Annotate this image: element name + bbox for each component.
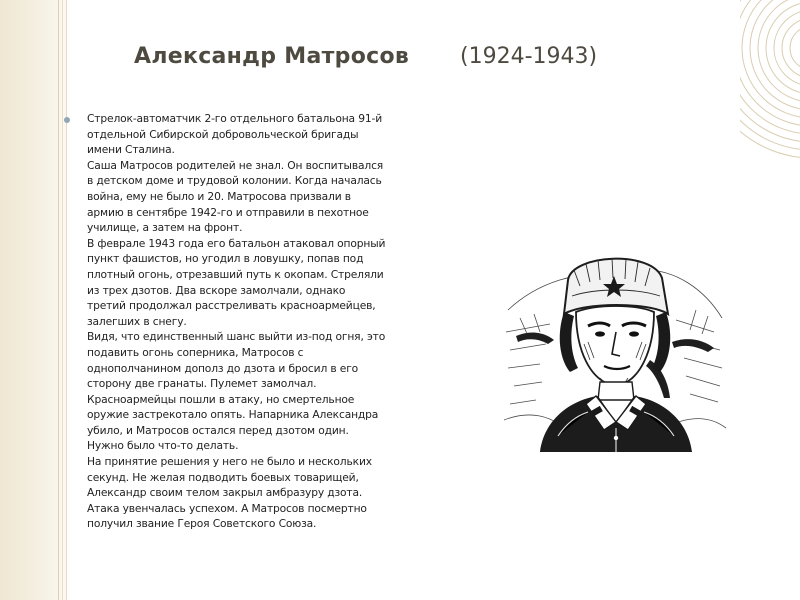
biography-paragraph: В феврале 1943 года его батальон атаковал опорный пункт фашистов, но угодил в ловушку, попав под плотный огонь, отрезавший путь к окопам. Стреляли из трех дзотов. Два вскоре замолчали, однако третий продолжал расстреливать красноармейцев, залегших в снегу. <box>87 236 386 328</box>
left-band-line <box>58 0 59 600</box>
round-bullet-icon <box>64 117 70 123</box>
slide-title-years: (1924-1943) <box>460 44 598 69</box>
biography-paragraph: Саша Матросов родителей не знал. Он воспитывался в детском доме и трудовой колонии. Когда началась война, ему не было и 20. Матросова призвали в армию в сентябре 1942-го и отправили в пехотное училище, а затем на фронт. <box>87 158 384 235</box>
left-decorative-band <box>0 0 67 600</box>
biography-paragraph: Стрелок-автоматчик 2-го отдельного батальона 91-й отдельной Сибирской добровольческой бригады имени Сталина. <box>87 112 383 157</box>
corner-ornament-icon <box>740 0 800 170</box>
biography-text <box>87 111 387 532</box>
biography-paragraph: На принятие решения у него не было и нескольких секунд. Не желая подводить боевых товарищей, Александр своим телом закрыл амбразуру дзота. Атака увенчалась успехом. А Матросов посмертно получил звание Героя Советского Союза. <box>87 455 372 531</box>
biography-paragraph: Видя, что единственный шанс выйти из-под огня, это подавить огонь соперника, Матросов с однополчанином дополз до дзота и бросил в его сторону две гранаты. Пулемет замолчал. Красноармейцы пошли в атаку, но смертельное оружие застрекотало опять. Напарника Александра убило, и Матросов остался перед дзотом один. Нужно было что-то делать. <box>87 330 386 453</box>
soldier-portrait-illustration <box>500 240 728 452</box>
left-band-line-inner <box>62 0 63 600</box>
slide-title-name: Александр Матросов <box>134 44 410 69</box>
